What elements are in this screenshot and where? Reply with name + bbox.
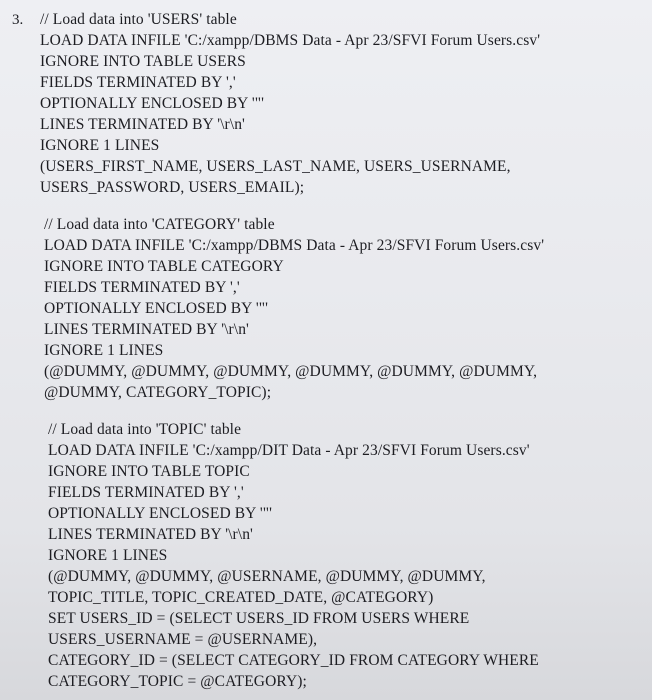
code-line: FIELDS TERMINATED BY ',' — [44, 279, 240, 296]
code-line: CATEGORY_TOPIC = @CATEGORY); — [48, 673, 307, 690]
code-line: FIELDS TERMINATED BY ',' — [40, 74, 236, 91]
code-line: LOAD DATA INFILE 'C:/xampp/DIT Data - Apr 23/SFVI Forum Users.csv' — [48, 442, 530, 459]
code-line: LINES TERMINATED BY '\r\n' — [44, 321, 249, 338]
code-line: IGNORE INTO TABLE USERS — [40, 53, 246, 70]
code-line: OPTIONALLY ENCLOSED BY '"' — [44, 300, 269, 317]
code-line: @DUMMY, CATEGORY_TOPIC); — [44, 384, 272, 401]
code-comment: // Load data into 'CATEGORY' table — [44, 216, 275, 233]
code-line: LINES TERMINATED BY '\r\n' — [48, 526, 253, 543]
code-line: (USERS_FIRST_NAME, USERS_LAST_NAME, USERS_USERNAME, — [40, 158, 511, 175]
code-line: (@DUMMY, @DUMMY, @USERNAME, @DUMMY, @DUMMY, — [48, 568, 486, 585]
code-line: IGNORE 1 LINES — [48, 547, 168, 564]
code-line: SET USERS_ID = (SELECT USERS_ID FROM USERS WHERE — [48, 610, 470, 627]
code-line: LINES TERMINATED BY '\r\n' — [40, 116, 245, 133]
code-line: FIELDS TERMINATED BY ',' — [48, 484, 244, 501]
question-number: 3. — [12, 12, 24, 28]
code-line: LOAD DATA INFILE 'C:/xampp/DBMS Data - Apr 23/SFVI Forum Users.csv' — [40, 32, 541, 49]
code-line: IGNORE INTO TABLE CATEGORY — [44, 258, 284, 275]
code-line: USERS_USERNAME = @USERNAME), — [48, 631, 318, 648]
code-line: IGNORE 1 LINES — [44, 342, 164, 359]
code-comment: // Load data into 'TOPIC' table — [48, 421, 242, 438]
code-line: USERS_PASSWORD, USERS_EMAIL); — [40, 179, 305, 196]
code-line: IGNORE 1 LINES — [40, 137, 160, 154]
code-line: OPTIONALLY ENCLOSED BY '"' — [40, 95, 265, 112]
code-line: IGNORE INTO TABLE TOPIC — [48, 463, 250, 480]
code-line: LOAD DATA INFILE 'C:/xampp/DBMS Data - Apr 23/SFVI Forum Users.csv' — [44, 237, 545, 254]
code-line: TOPIC_TITLE, TOPIC_CREATED_DATE, @CATEGORY) — [48, 589, 434, 606]
code-comment: // Load data into 'USERS' table — [40, 11, 237, 28]
code-line: CATEGORY_ID = (SELECT CATEGORY_ID FROM CATEGORY WHERE — [48, 652, 539, 669]
code-line: OPTIONALLY ENCLOSED BY '"' — [48, 505, 273, 522]
code-line: (@DUMMY, @DUMMY, @DUMMY, @DUMMY, @DUMMY, @DUMMY, — [44, 363, 538, 380]
